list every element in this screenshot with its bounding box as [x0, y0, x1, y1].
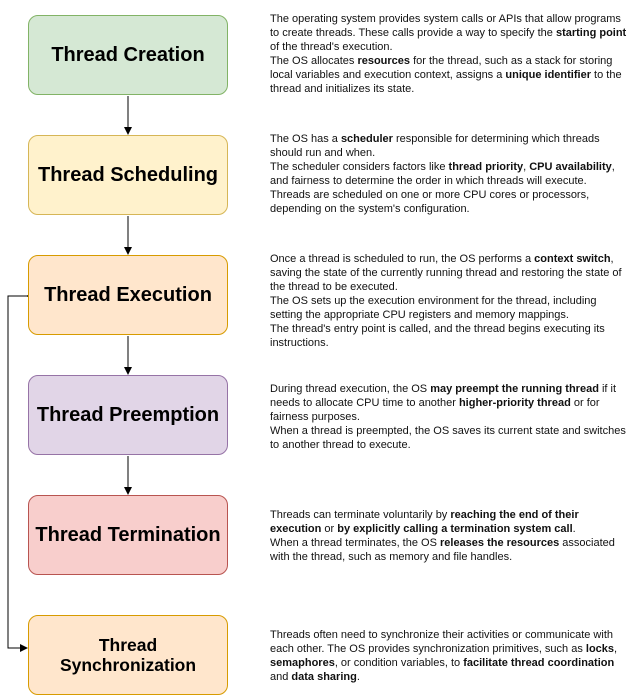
- bold-text: facilitate thread coordination: [463, 657, 615, 669]
- node-thread-preemption: [28, 375, 228, 455]
- text-run: The OS allocates: [270, 55, 358, 67]
- text-run: for the thread, such as a stack for storing local variables and execution context, assigns a: [270, 55, 613, 81]
- description-paragraph: [270, 294, 628, 322]
- text-run: The operating system provides system calls or APIs that allow programs to create threads. These calls provide a way to specify the: [270, 13, 621, 39]
- description-paragraph: [270, 536, 628, 564]
- node-thread-execution: [28, 255, 228, 335]
- text-run: , saving the state of the currently running thread and restoring the state of the thread to be executed.: [270, 253, 622, 293]
- bold-text: locks: [585, 643, 615, 655]
- text-run: .: [356, 671, 360, 683]
- text-run: , or condition variables, to: [334, 657, 464, 669]
- node-label: Thread Creation: [51, 43, 205, 66]
- description-creation: [270, 12, 628, 96]
- node-thread-synchronization: [28, 615, 228, 695]
- text-run: The scheduler considers factors like: [270, 161, 449, 173]
- description-paragraph: [270, 252, 628, 294]
- bold-text: unique identifier: [505, 69, 591, 81]
- node-label: Thread Synchronization: [59, 634, 197, 675]
- text-run: or: [321, 523, 338, 535]
- description-synchronization: [270, 628, 628, 684]
- bold-text: semaphores: [270, 657, 335, 669]
- description-paragraph: [270, 132, 628, 160]
- node-label: Thread Execution: [44, 283, 212, 306]
- description-paragraph: [270, 160, 628, 216]
- text-run: to the thread and initializes its state.: [270, 69, 622, 95]
- text-run: ,: [523, 161, 530, 173]
- bold-text: context switch: [534, 253, 611, 265]
- text-run: ,: [614, 643, 618, 655]
- loop-connector-execution-synchronization: [8, 296, 27, 648]
- node-thread-creation: [28, 15, 228, 95]
- bold-text: resources: [357, 55, 411, 67]
- node-thread-scheduling: [28, 135, 228, 215]
- text-run: .: [572, 523, 576, 535]
- bold-text: scheduler: [340, 133, 393, 145]
- bold-text: may preempt the running thread: [430, 383, 599, 395]
- text-run: or for fairness purposes.: [270, 397, 600, 423]
- description-preemption: [270, 382, 628, 452]
- bold-text: starting point: [555, 27, 627, 39]
- text-run: During thread execution, the OS: [270, 383, 431, 395]
- text-run: , and fairness to determine the order in which threads will execute. Threads are scheduled on one or more CPU cores or processors, depending on the system's configuration.: [270, 161, 615, 215]
- text-run: associated with the thread, such as memory and file handles.: [270, 537, 615, 563]
- bold-text: releases the resources: [439, 537, 560, 549]
- node-label: Thread Preemption: [36, 403, 220, 426]
- text-run: The thread's entry point is called, and the thread begins executing its instructions.: [270, 323, 605, 349]
- node-label: Thread Scheduling: [37, 163, 219, 186]
- text-run: Once a thread is scheduled to run, the OS performs a: [270, 253, 535, 265]
- text-run: The OS has a: [270, 133, 341, 145]
- description-paragraph: [270, 12, 628, 54]
- text-run: Threads can terminate voluntarily by: [270, 509, 451, 521]
- description-paragraph: [270, 54, 628, 96]
- text-run: The OS sets up the execution environment for the thread, including setting the appropriate CPU registers and memory mappings.: [270, 295, 597, 321]
- description-paragraph: [270, 628, 628, 684]
- description-paragraph: [270, 322, 628, 350]
- bold-text: by explicitly calling a termination system call: [337, 523, 573, 535]
- bold-text: higher-priority thread: [458, 397, 571, 409]
- text-run: Threads often need to synchronize their activities or communicate with each other. The OS provides synchronization primitives, such as: [270, 629, 613, 655]
- bold-text: thread priority: [448, 161, 524, 173]
- description-execution: [270, 252, 628, 350]
- node-label: Thread Termination: [35, 523, 221, 546]
- text-run: and: [270, 671, 292, 683]
- description-paragraph: [270, 424, 628, 452]
- description-scheduling: [270, 132, 628, 216]
- text-run: of the thread's execution.: [270, 41, 393, 53]
- text-run: responsible for determining which threads should run and when.: [270, 133, 600, 159]
- bold-text: data sharing: [291, 671, 357, 683]
- text-run: When a thread is preempted, the OS saves its current state and switches to another thread to execute.: [270, 425, 626, 451]
- bold-text: CPU availability: [529, 161, 612, 173]
- description-paragraph: [270, 508, 628, 536]
- description-paragraph: [270, 382, 628, 424]
- description-termination: [270, 508, 628, 564]
- node-thread-termination: [28, 495, 228, 575]
- text-run: When a thread terminates, the OS: [270, 537, 440, 549]
- bold-text: reaching the end of their execution: [270, 509, 579, 535]
- text-run: if it needs to allocate CPU time to another: [270, 383, 617, 409]
